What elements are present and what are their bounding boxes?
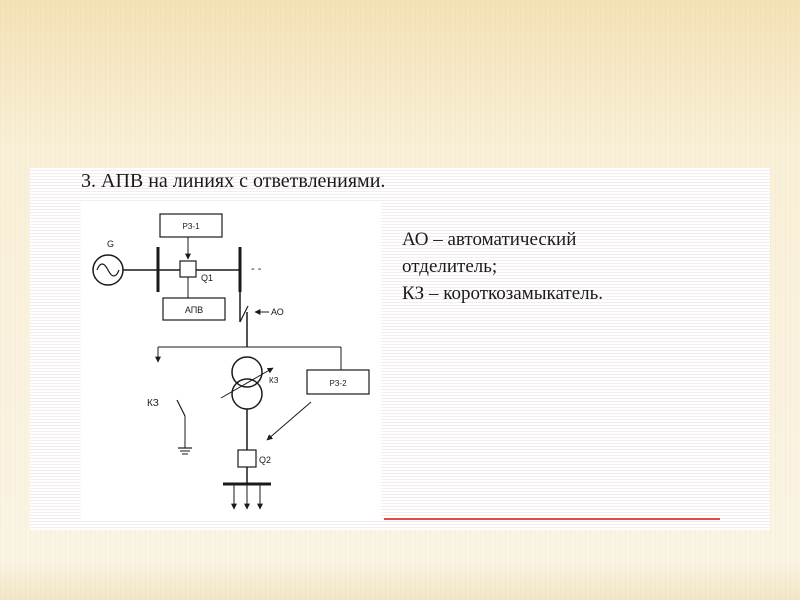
separator-label: АО bbox=[271, 307, 284, 317]
continuation-dashes: - - bbox=[251, 263, 262, 275]
transformer-regulation-arrow bbox=[221, 368, 273, 398]
circuit-diagram-svg bbox=[81, 202, 381, 520]
generator-label: G bbox=[107, 239, 115, 249]
relay-rz2-label: РЗ-2 bbox=[329, 379, 347, 388]
relay-rz1-label: РЗ-1 bbox=[182, 222, 200, 231]
breaker-q2-label: Q2 bbox=[259, 455, 272, 465]
short-circuiter-label: КЗ bbox=[147, 398, 159, 409]
rz2-arrow bbox=[267, 402, 311, 440]
legend bbox=[402, 226, 603, 307]
breaker-q1 bbox=[180, 261, 196, 277]
short-circuiter-switch bbox=[177, 400, 185, 416]
apv-label: АПВ bbox=[184, 305, 204, 315]
legend-line-2: отделитель; bbox=[402, 256, 498, 277]
breaker-q1-label: Q1 bbox=[201, 273, 214, 283]
generator-symbol bbox=[93, 255, 123, 285]
breaker-q2 bbox=[238, 450, 256, 467]
slide-heading: 3. АПВ на линиях с ответвлениями. bbox=[81, 170, 386, 192]
ground-symbol bbox=[178, 448, 192, 454]
legend-line-3: КЗ – короткозамыкатель. bbox=[402, 283, 604, 304]
accent-rule bbox=[384, 518, 720, 520]
transformer-kz-label: КЗ bbox=[269, 376, 279, 385]
legend-line-1: АО – автоматический bbox=[402, 229, 577, 250]
circuit-diagram bbox=[81, 202, 381, 520]
